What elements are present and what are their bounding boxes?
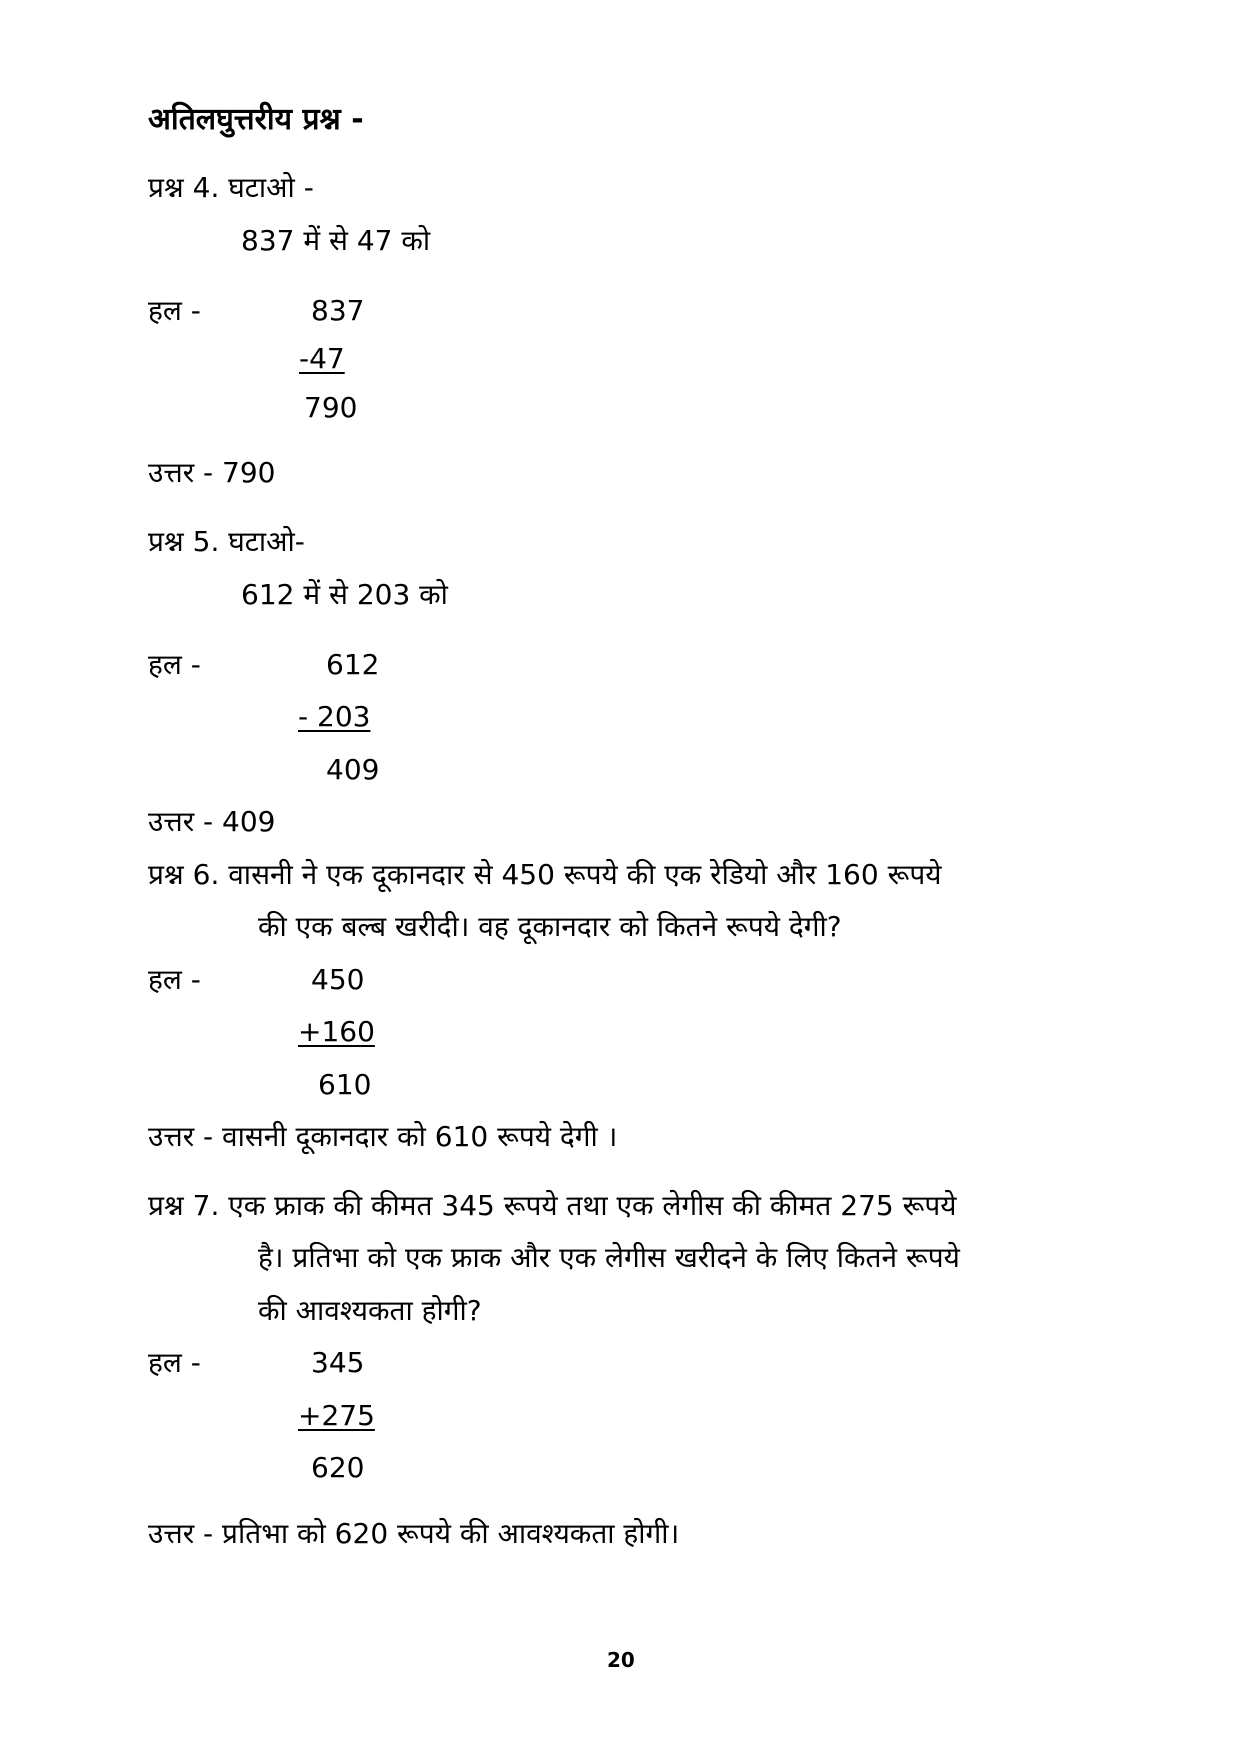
q4-subtitle: 837 में से 47 को — [241, 224, 431, 257]
q6-result: 610 — [318, 1068, 372, 1101]
q4-operand-1: 837 — [311, 294, 365, 327]
q7-title-line-2: है। प्रतिभा को एक फ्राक और एक लेगीस खरीदने के लिए कितने रूपये — [258, 1241, 960, 1274]
q5-answer: उत्तर - 409 — [148, 805, 276, 838]
q7-operand-1: 345 — [311, 1346, 365, 1379]
q6-operand-2: +160 — [298, 1015, 375, 1048]
q5-hal-label: हल - — [148, 648, 201, 681]
q7-answer: उत्तर - प्रतिभा को 620 रूपये की आवश्यकता होगी। — [148, 1517, 680, 1550]
q7-title-line-1: प्रश्न 7. एक फ्राक की कीमत 345 रूपये तथा एक लेगीस की कीमत 275 रूपये — [148, 1189, 957, 1222]
q7-title-line-3: की आवश्यकता होगी? — [258, 1294, 482, 1327]
q4-result: 790 — [304, 391, 358, 424]
q5-operand-2: - 203 — [298, 700, 371, 733]
q6-answer: उत्तर - वासनी दूकानदार को 610 रूपये देगी । — [148, 1120, 618, 1153]
q6-hal-label: हल - — [148, 963, 201, 996]
q6-title-line-1: प्रश्न 6. वासनी ने एक दूकानदार से 450 रूपये की एक रेडियो और 160 रूपये — [148, 858, 942, 891]
q5-result: 409 — [326, 753, 380, 786]
q4-answer: उत्तर - 790 — [148, 456, 276, 489]
q6-title-line-2: की एक बल्ब खरीदी। वह दूकानदार को कितने रूपये देगी? — [258, 910, 842, 943]
q6-operand-1: 450 — [311, 963, 365, 996]
q4-hal-label: हल - — [148, 294, 201, 327]
q7-result: 620 — [311, 1451, 365, 1484]
q5-title: प्रश्न 5. घटाओ- — [148, 525, 305, 558]
section-heading: अतिलघुत्तरीय प्रश्न - — [148, 102, 364, 137]
q7-hal-label: हल - — [148, 1346, 201, 1379]
q5-operand-1: 612 — [326, 648, 380, 681]
q7-operand-2: +275 — [298, 1399, 375, 1432]
q4-operand-2: -47 — [299, 342, 345, 375]
q5-subtitle: 612 में से 203 को — [241, 578, 448, 611]
q4-title: प्रश्न 4. घटाओ - — [148, 171, 314, 204]
page-number: 20 — [607, 1648, 635, 1672]
